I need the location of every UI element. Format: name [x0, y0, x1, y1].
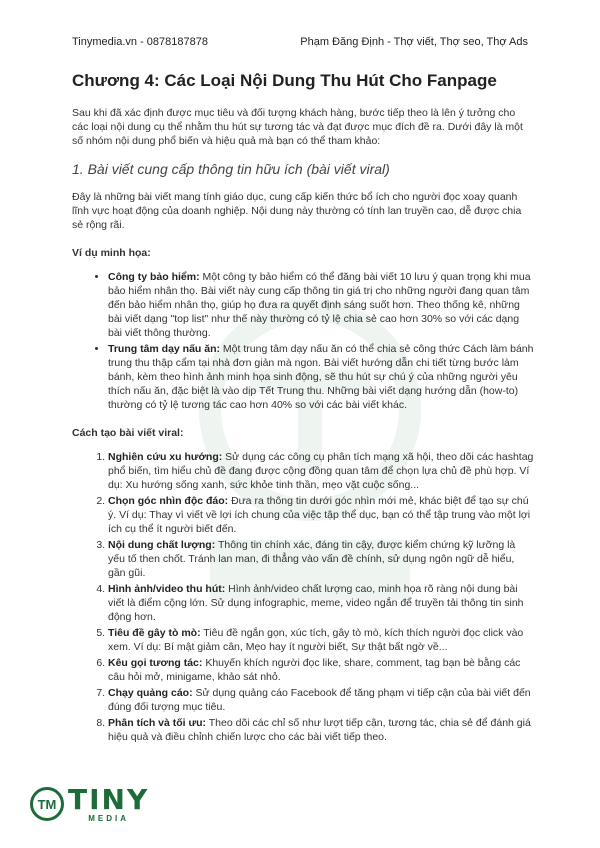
step-text: Theo dõi các chỉ số như lượt tiếp cận, tương tác, chia sẻ để đánh giá hiệu quả và điều chỉnh chiến lược cho các bài viết tiếp theo.: [108, 717, 531, 743]
example-text: Một công ty bảo hiểm có thể đăng bài viết 10 lưu ý quan trọng khi mua bảo hiểm nhân thọ. Bài viết này cung cấp thông tin giá trị cho những người đang quan tâm đến bảo hiểm nhân thọ, giúp họ đưa ra quyết định sáng suốt hơn. Theo thống kê, những bài viết dạng "top list" như thế này thường có tỷ lệ chia sẻ cao hơn 30% so với các dạng bài viết thông thường.: [108, 271, 531, 339]
step-text: Sử dụng các công cụ phân tích mạng xã hội, theo dõi các hashtag phổ biến, tìm hiểu chủ đề đang được cộng đồng quan tâm để chọn lựa chủ đề phù hợp. Ví dụ: Xu hướng sống xanh, sức khỏe tinh thần, mẹo vặt cuộc sống...: [108, 451, 534, 491]
step-title: Tiêu đề gây tò mò:: [108, 627, 201, 639]
step-text: Sử dụng quảng cáo Facebook để tăng phạm vi tiếp cận của bài viết đến đúng đối tượng mục tiêu.: [108, 687, 531, 713]
step-title: Hình ảnh/video thu hút:: [108, 583, 226, 595]
step-title: Chạy quảng cáo:: [108, 687, 193, 699]
logo-mark-icon: TM: [30, 787, 64, 821]
header-contact: Tinymedia.vn - 0878187878: [72, 36, 208, 48]
example-title: Trung tâm dạy nấu ăn:: [108, 343, 221, 355]
list-item: [108, 582, 534, 624]
section-heading: 1. Bài viết cung cấp thông tin hữu ích (bài viết viral): [72, 161, 390, 177]
example-text: Một trung tâm dạy nấu ăn có thể chia sẻ công thức Cách làm bánh trung thu thập cẩm tại nhà đơn giản mà ngon. Bài viết hướng dẫn chi tiết từng bước làm bánh, kèm theo hình ảnh minh họa sinh động, sẽ thu hút sự chú ý của những người yêu thích nấu ăn, đặc biệt là vào dịp Tết Trung thu. Những bài viết dạng hướng dẫn (how-to) thường có tỷ lệ tương tác cao hơn 40% so với các bài viết khác.: [108, 343, 534, 411]
page-header: [72, 36, 528, 48]
step-title: Chọn góc nhìn độc đáo:: [108, 495, 229, 507]
header-author: Phạm Đăng Định - Thợ viết, Thợ seo, Thợ Ads: [300, 36, 528, 48]
step-text: Tiêu đề ngắn gọn, xúc tích, gây tò mò, kích thích người đọc click vào xem. Ví dụ: Bí mật giảm cân, Mẹo hay ít người biết, Sự thật bất ngờ về...: [108, 627, 524, 653]
list-item: [108, 686, 534, 714]
examples-label: Ví dụ minh họa:: [72, 247, 151, 259]
logo-wordmark: [68, 782, 150, 823]
step-text: Hình ảnh/video chất lượng cao, minh họa rõ ràng nội dung bài viết là điểm cộng lớn. Sử dụng infographic, meme, video ngắn để truyền tải thông tin sinh động hơn.: [108, 583, 524, 623]
step-text: Đưa ra thông tin dưới góc nhìn mới mẻ, khác biệt để tạo sự chú ý. Ví dụ: Thay vì viết về lợi ích chung của việc tập thể dục, bạn có thể tập trung vào một lợi ích cụ thể ít người biết đến.: [108, 495, 531, 535]
example-title: Công ty bảo hiểm:: [108, 271, 200, 283]
steps-list: [72, 450, 534, 744]
intro-paragraph: Sau khi đã xác định được mục tiêu và đối tượng khách hàng, bước tiếp theo là lên ý tưởng cho các loại nội dung cụ thể nhằm thu hút sự tương tác và đạt được mục đích đề ra. Dưới đây là một số nhóm nội dung phổ biến và hiệu quả mà bạn có thể tham khảo:: [72, 107, 523, 147]
list-item: [108, 538, 534, 580]
step-text: Khuyến khích người đọc like, share, comment, tag bạn bè bằng các câu hỏi mở, minigame, khảo sát nhỏ.: [108, 657, 521, 683]
logo-main-text: TINY: [68, 782, 150, 816]
step-title: Kêu gọi tương tác:: [108, 657, 203, 669]
list-item: [108, 656, 534, 684]
list-item: [108, 450, 534, 492]
list-item: [108, 716, 534, 744]
step-title: Phân tích và tối ưu:: [108, 717, 207, 729]
step-title: Nội dung chất lượng:: [108, 539, 216, 551]
step-title: Nghiên cứu xu hướng:: [108, 451, 223, 463]
examples-list: [72, 270, 534, 412]
section-description: Đây là những bài viết mang tính giáo dục, cung cấp kiến thức bổ ích cho người đọc xoay quanh lĩnh vực hoạt động của doanh nghiệp. Nội dung này thường có tính lan truyền cao, dễ được chia sẻ rộng rãi.: [72, 191, 522, 231]
document-body: [72, 70, 534, 746]
howto-label: Cách tạo bài viết viral:: [72, 427, 184, 439]
list-item: [108, 494, 534, 536]
list-item: [108, 342, 534, 412]
logo-sub-text: MEDIA: [88, 813, 129, 823]
chapter-title: Chương 4: Các Loại Nội Dung Thu Hút Cho Fanpage: [72, 71, 497, 90]
list-item: [108, 270, 534, 340]
step-text: Thông tin chính xác, đáng tin cậy, được kiểm chứng kỹ lưỡng là yếu tố then chốt. Tránh lan man, đi thẳng vào vấn đề chính, sử dụng ngôn ngữ dễ hiểu, gần gũi.: [108, 539, 516, 579]
list-item: [108, 626, 534, 654]
footer-logo: [30, 784, 149, 824]
